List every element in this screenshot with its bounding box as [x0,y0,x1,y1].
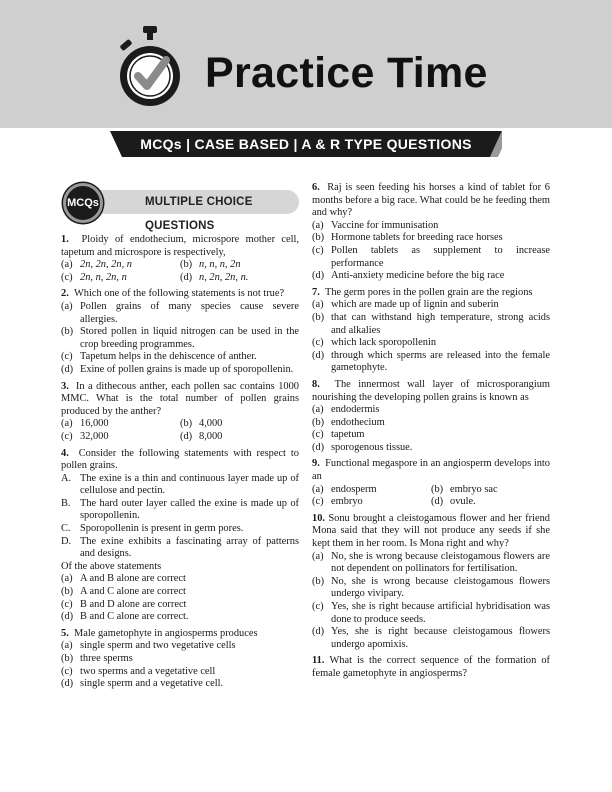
option-text: ovule. [450,496,476,508]
section-title: MULTIPLE CHOICE QUESTIONS [145,196,253,232]
option-text: Pollen grains of many species cause severe allergies. [80,300,299,325]
option[interactable] [61,431,180,444]
statement-text: The hard outer layer called the exine is made up of sporopollenin. [80,497,299,522]
options-grid [312,484,550,509]
option-text: 2n, 2n, 2n, n [80,259,132,271]
question-stem [312,182,550,220]
question-number: 6. [312,182,320,193]
option[interactable] [61,586,299,599]
option[interactable] [61,351,299,364]
option-text: B and C alone are correct. [80,611,189,623]
question-lead: Of the above statements [61,560,162,572]
option-label: (a) [312,550,324,562]
question-number: 1. [61,234,69,245]
option[interactable] [312,350,550,375]
option-text: single sperm and two vegetative cells [80,640,236,652]
option-text: three sperms [80,653,133,664]
option-text: Exine of pollen grains is made up of sporopollenin. [80,363,294,375]
option-label: (c) [61,430,73,442]
question-text: Raj is seen feeding his horses a kind of tablet for 6 months before a big race. What could be he feeding them and why? [312,182,550,219]
option-label: (c) [312,337,324,349]
option-label: (c) [61,351,73,363]
statement-text: Sporopollenin is present in germ pores. [80,523,244,535]
option-label: (d) [61,678,74,690]
option-text: 8,000 [199,430,223,442]
option-label: (a) [312,299,324,311]
option[interactable] [61,272,180,285]
option-label: (d) [61,363,74,375]
option-label: (c) [312,496,324,508]
statement-text: The exine exhibits a fascinating array of patterns and designs. [80,535,299,560]
option-label: (a) [61,573,73,585]
question-number: 4. [61,447,69,459]
question-3 [61,381,299,444]
option-text: Tapetum helps in the dehiscence of anther. [80,351,257,363]
option[interactable] [312,270,550,283]
statement-label: C. [61,523,71,535]
right-column [312,182,550,685]
option[interactable] [312,220,550,233]
option[interactable] [61,666,299,679]
option[interactable] [312,232,550,245]
section-banner [110,131,502,157]
question-text: The germ pores in the pollen grain are the regions [325,286,533,298]
option-label: (d) [180,430,193,442]
option[interactable] [61,259,180,272]
option-label: (a) [61,418,73,430]
question-7 [312,287,550,375]
option-label: (d) [312,626,325,638]
option-text: single sperm and a vegetative cell. [80,678,224,690]
option[interactable] [61,573,299,586]
question-text: Consider the following statements with respect to pollen grains. [61,447,299,472]
mcq-badge [63,183,103,223]
question-number: 11. [312,655,325,667]
option-label: (a) [61,259,73,271]
option-label: (b) [180,418,193,430]
statement-label: A. [61,472,72,484]
question-stem [61,628,299,641]
option-text: n, n, n, 2n [199,259,241,271]
question-text: Ploidy of endothecium, microspore mother cell, tapetum and microspore is respectively, [61,234,299,258]
option[interactable] [312,601,550,626]
option-text: Yes, she is right because cleistogamous flowers undergo apomixis. [331,626,550,650]
question-text: Which one of the following statements is not true? [74,288,285,300]
question-text: Functional megaspore in an angiosperm develops into an [312,458,550,483]
question-stem [312,287,550,300]
option[interactable] [61,653,299,666]
question-6 [312,182,550,283]
question-number: 9. [312,458,320,470]
option-text: No, she is wrong because cleistogamous flowers undergo vivipary. [331,575,550,600]
question-stem [312,379,550,404]
option[interactable] [312,442,550,455]
option-label: (b) [61,653,74,664]
option[interactable] [312,337,550,350]
question-1 [61,234,299,284]
option-text: Anti-anxiety medicine before the big race [331,270,505,282]
question-number: 7. [312,286,320,298]
option-text: A and B alone are correct [80,573,186,585]
option-text: 32,000 [80,430,109,442]
option-label: (b) [61,326,74,338]
question-stem [61,288,299,301]
option-text: which are made up of lignin and suberin [331,299,499,311]
question-8 [312,379,550,455]
option[interactable] [312,417,550,430]
option[interactable] [312,429,550,442]
option[interactable] [180,431,299,444]
option[interactable] [312,576,550,601]
option[interactable] [431,484,550,497]
option-label: (b) [61,586,74,598]
question-stem [312,513,550,551]
option[interactable] [312,496,431,509]
statement-text: The exine is a thin and continuous layer made up of cellulose and pectin. [80,472,299,497]
question-text: In a dithecous anther, each pollen sac contains 1000 MMC. What is the total number of pollen grains produced by the anther? [61,380,299,417]
option-label: (b) [312,416,325,428]
option-label: (d) [312,270,325,282]
option-label: (b) [312,232,325,244]
question-9 [312,458,550,508]
option-label: (a) [61,640,73,652]
statement [61,523,299,536]
question-2 [61,288,299,376]
option-label: (b) [312,575,325,587]
option[interactable] [61,678,299,691]
option-text: endosperm [331,483,377,495]
option-label: (c) [312,429,324,441]
option[interactable] [312,312,550,337]
mcq-badge-text: MCQs [67,197,99,209]
option-text: 2n, n, 2n, n [80,271,127,283]
question-number: 5. [61,627,69,639]
option-label: (b) [431,483,444,495]
question-stem [61,381,299,419]
option[interactable] [312,245,550,270]
option-label: (d) [180,271,193,283]
option-text: endothecium [331,416,385,428]
option[interactable] [180,259,299,272]
section-title-pill [93,190,299,232]
option[interactable] [61,611,299,624]
option-label: (d) [312,349,325,361]
option[interactable] [180,272,299,285]
option[interactable] [61,640,299,653]
option-text: Pollen tablets as supplement to increase performance [331,244,550,269]
option-label: (c) [312,601,324,612]
option-label: (b) [180,259,193,271]
option-text: endodermis [331,404,380,416]
option-text: No, she is wrong because cleistogamous flowers are not dependent on pollinators for fertilisation. [331,550,550,575]
left-column [61,180,299,695]
question-4 [61,448,299,624]
statement [61,536,299,561]
option-label: (c) [61,271,73,283]
question-text: The innermost wall layer of microsporangium nourishing the developing pollen grains is known as [312,378,550,403]
option[interactable] [431,496,550,509]
option[interactable] [61,301,299,326]
option[interactable] [61,326,299,351]
option-label: (d) [431,496,444,508]
option-label: (c) [312,244,324,256]
option-text: 16,000 [80,418,109,430]
option-text: Hormone tablets for breeding race horses [331,232,503,244]
option-text: embryo [331,496,363,508]
option[interactable] [312,484,431,497]
page-title: Practice Time [205,49,488,97]
section-heading [61,180,299,232]
question-text: Sonu brought a cleistogamous flower and her friend Mona said that they will not produce any seeds if she kept them in her room. Is Mona right and why? [312,512,550,550]
option-label: (d) [312,441,325,453]
question-text: Male gametophyte in angiosperms produces [74,627,258,639]
option-label: (d) [61,611,74,623]
statement-label: D. [61,535,72,547]
option-label: (a) [312,219,324,231]
option-text: sporogenous tissue. [331,441,413,453]
option[interactable] [61,418,180,431]
option-text: which lack sporopollenin [331,337,437,349]
option-text: through which sperms are released into the female gametophyte. [331,349,550,374]
question-number: 2. [61,288,69,300]
question-stem [312,655,550,680]
option-text: embryo sac [450,483,498,495]
option-label: (a) [61,300,73,312]
option-label: (a) [312,404,324,416]
option-text: Stored pollen in liquid nitrogen can be used in the crop breeding programmes. [80,326,299,350]
question-stem [312,458,550,483]
question-number: 3. [61,380,69,392]
option[interactable] [312,299,550,312]
option[interactable] [61,599,299,612]
option[interactable] [312,404,550,417]
option-text: Yes, she is right because artificial hybridisation was done to produce seeds. [331,601,550,625]
statement-label: B. [61,497,71,509]
option[interactable] [312,551,550,576]
option-label: (a) [312,483,324,495]
option-text: two sperms and a vegetative cell [80,665,216,677]
banner-text: MCQs | CASE BASED | A & R TYPE QUESTIONS [140,136,472,152]
option-text: that can withstand high temperature, strong acids and alkalies [331,311,550,336]
question-5 [61,628,299,691]
option-label: (b) [312,311,325,323]
stopwatch-check-icon [116,24,184,114]
statement [61,498,299,523]
option-text: 4,000 [199,418,223,430]
question-text: What is the correct sequence of the formation of female gametophyte in angiosperms? [312,655,550,679]
question-10 [312,513,550,652]
option-label: (c) [61,665,73,677]
option[interactable] [312,626,550,651]
option-text: tapetum [331,429,365,441]
option[interactable] [61,364,299,377]
question-11 [312,655,550,680]
option-text: Vaccine for immunisation [331,219,439,231]
options-grid [61,259,299,284]
option-label: (c) [61,598,73,610]
option-text: n, 2n, 2n, n. [199,271,249,283]
option-text: A and C alone are correct [80,586,186,598]
question-number: 10. [312,512,325,524]
options-grid [61,418,299,443]
option[interactable] [180,418,299,431]
statement [61,473,299,498]
question-number: 8. [312,378,320,390]
question-stem [61,448,299,473]
option-text: B and D alone are correct [80,598,187,610]
